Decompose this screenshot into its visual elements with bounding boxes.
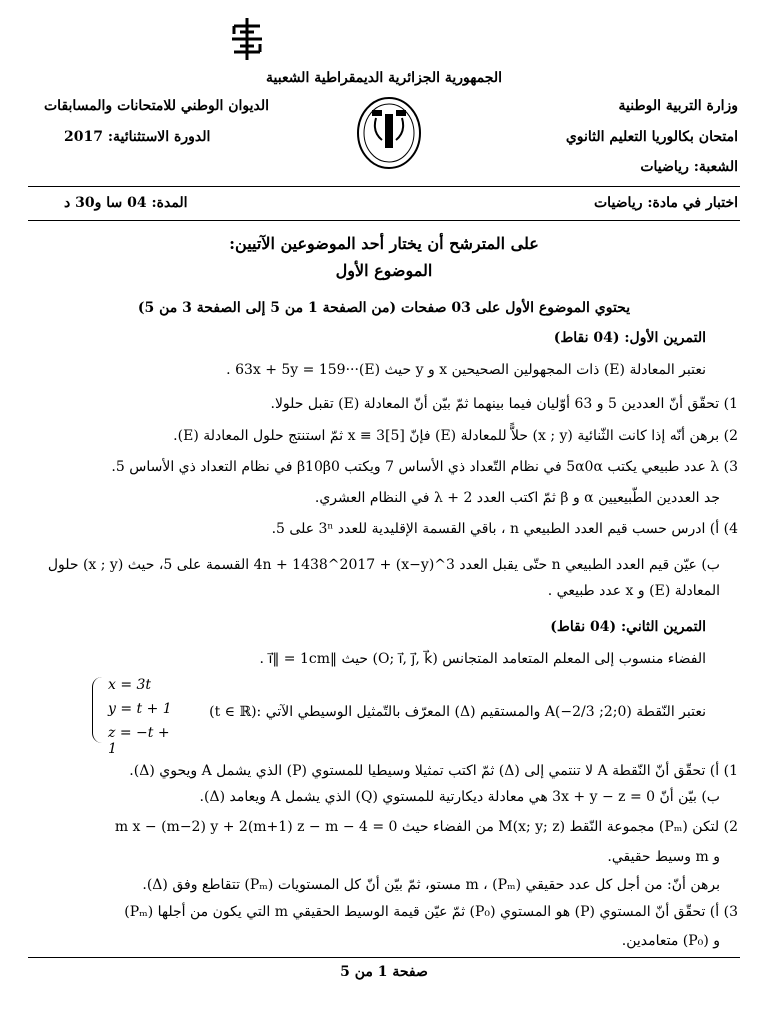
system-equation: x = 3t bbox=[108, 677, 152, 693]
exercise1-line: المعادلة (E) و x عدد طبيعي . bbox=[547, 583, 720, 599]
parametric-system bbox=[92, 677, 182, 757]
brace-icon bbox=[92, 677, 103, 743]
exercise2-title: التمرين الثاني: (04 نقاط) bbox=[550, 619, 706, 635]
instruction: على المترشح أن يختار أحد الموضوعين الآتيين: bbox=[229, 234, 539, 253]
seal-icon bbox=[356, 96, 422, 170]
exercise1-title: التمرين الأول: (04 نقاط) bbox=[553, 330, 706, 346]
topic-title: الموضوع الأول bbox=[335, 261, 433, 280]
emblem-icon bbox=[222, 14, 272, 64]
exercise2-line: و (P₀) متعامدين. bbox=[621, 933, 720, 949]
system-equation: y = t + 1 bbox=[108, 701, 172, 717]
exercise2-line: نعتبر النّقطة A(−2/3 ;2;0) والمستقيم (Δ) المعرّف بالتّمثيل الوسيطي الآتي :(t ∈ ℝ) bbox=[209, 704, 706, 720]
exercise2-line: 3) أ) تحقّق أنّ المستوي (P) هو المستوي (P₀) ثمّ عيّن قيمة الوسيط الحقيقي m التي يكون من أجلها (Pₘ) bbox=[124, 904, 738, 920]
exam-office: الديوان الوطني للامتحانات والمسابقات bbox=[44, 98, 270, 114]
exercise1-line: جد العددين الطّبيعيين α و β ثمّ اكتب العدد λ + 2 في النظام العشري. bbox=[314, 490, 720, 506]
exercise2-line: و m وسيط حقيقي. bbox=[607, 849, 720, 865]
exercise1-line: 4) أ) ادرس حسب قيم العدد الطبيعي n ، باقي القسمة الإقليدية للعدد 3ⁿ على 5. bbox=[271, 521, 738, 537]
exercise1-line: 3) λ عدد طبيعي يكتب 5α0α في نظام التّعداد ذي الأساس 7 ويكتب β10β0 في نظام التعداد ذي الأساس 5. bbox=[111, 459, 738, 475]
pages-note: يحتوي الموضوع الأول على 03 صفحات (من الصفحة 1 من 5 إلى الصفحة 3 من 5) bbox=[137, 300, 631, 316]
exercise1-line: 1) تحقّق أنّ العددين 5 و 63 أوّليان فيما بينهما ثمّ بيّن أنّ المعادلة (E) تقبل حلولا. bbox=[270, 396, 738, 412]
exercise1-line: نعتبر المعادلة (E) ذات المجهولين الصحيحين x و y حيث (E)···63x + 5y = 159 . bbox=[226, 362, 706, 378]
session: الدورة الاستثنائية: 2017 bbox=[64, 129, 211, 145]
exercise2-line: الفضاء منسوب إلى المعلم المتعامد المتجانس (O; i⃗, j⃗, k⃗) حيث ‖i⃗‖ = 1cm . bbox=[259, 651, 706, 667]
branch: الشعبة: رياضيات bbox=[640, 159, 738, 175]
exam-name: امتحان بكالوريا التعليم الثانوي bbox=[565, 129, 738, 145]
system-equation: z = −t + 1 bbox=[108, 725, 170, 757]
exercise2-line: 2) لتكن (Pₘ) مجموعة النّقط M(x; y; z) من الفضاء حيث m x − (m−2) y + 2(m+1) z − m − 4 = 0 bbox=[114, 819, 738, 835]
republic-title: الجمهورية الجزائرية الديمقراطية الشعبية bbox=[265, 70, 502, 86]
exercise2-line: ب) بيّن أنّ 3x + y − z = 0 هي معادلة ديكارتية للمستوي (Q) الذي يشمل A ويعامد (Δ). bbox=[199, 789, 720, 805]
ministry: وزارة التربية الوطنية bbox=[618, 98, 738, 114]
exercise1-line: ب) عيّن قيم العدد الطبيعي n حتّى يقبل العدد 3^(x−y) + 4n + 1438^2017 القسمة على 5، حيث (x ; y) حلول bbox=[47, 557, 720, 573]
divider bbox=[28, 220, 740, 221]
divider bbox=[28, 186, 740, 187]
exercise2-line: برهن أنّ: من أجل كل عدد حقيقي m ، (Pₘ) مستو، ثمّ بيّن أنّ كل المستويات (Pₘ) تتقاطع وفق (Δ). bbox=[142, 877, 720, 893]
subject: اختبار في مادة: رياضيات bbox=[594, 195, 738, 211]
page-number: صفحة 1 من 5 bbox=[340, 964, 428, 980]
duration: المدة: 04 سا و30 د bbox=[64, 195, 188, 211]
exercise1-line: 2) برهن أنّه إذا كانت الثّنائية (x ; y) حلاًّ للمعادلة (E) فإنّ x ≡ 3[5] ثمّ استنتج حلول المعادلة (E). bbox=[173, 428, 738, 444]
divider bbox=[28, 957, 740, 958]
exercise2-line: 1) أ) تحقّق أنّ النّقطة A لا تنتمي إلى (Δ) ثمّ اكتب تمثيلا وسيطيا للمستوي (P) الذي يشمل A ويحوي (Δ). bbox=[129, 763, 738, 779]
